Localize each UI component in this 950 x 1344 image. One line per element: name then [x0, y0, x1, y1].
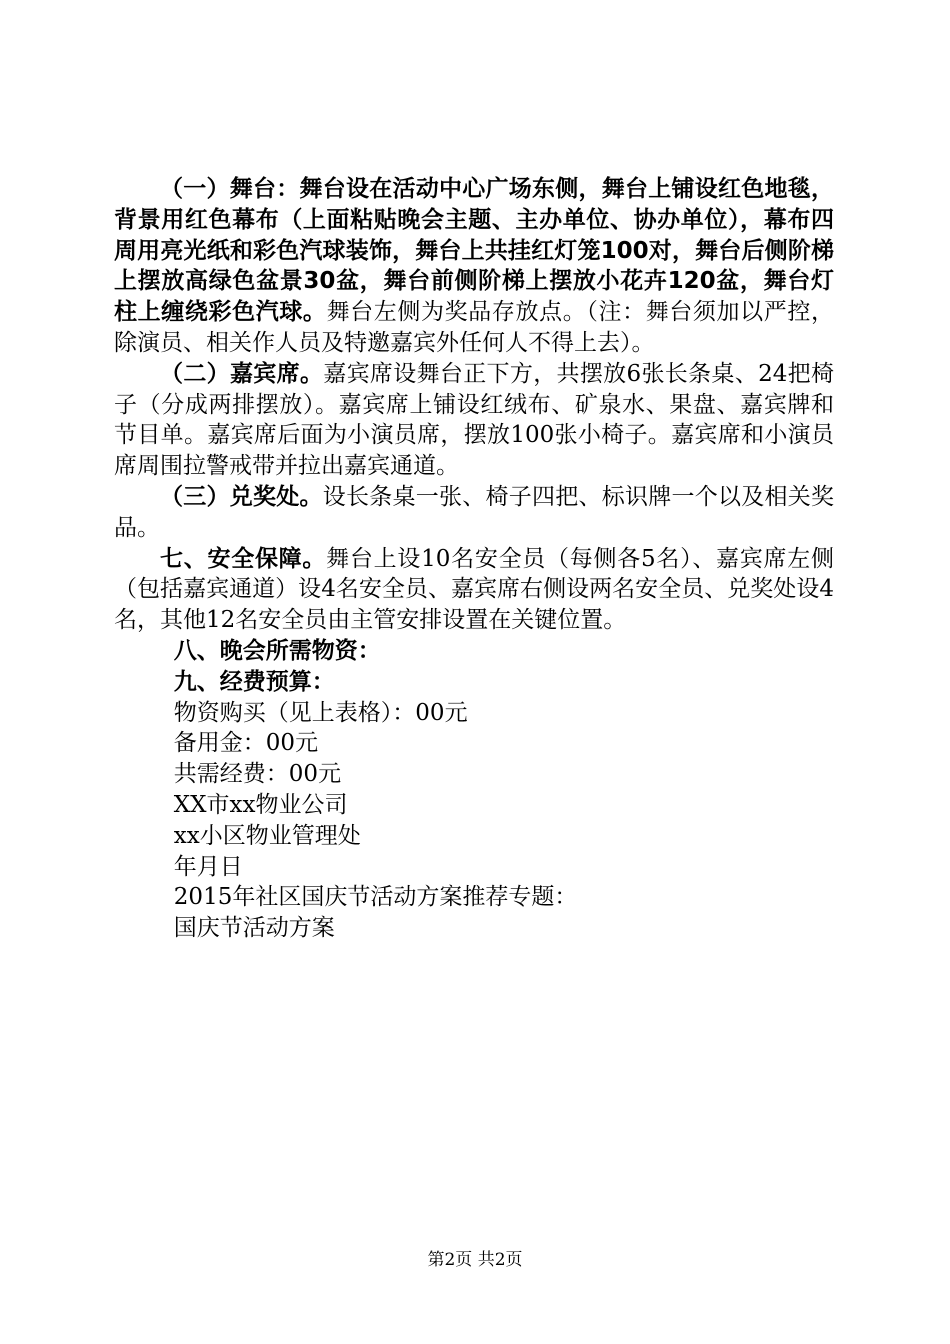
line-date: 年月日 — [173, 853, 243, 880]
line-topic: 国庆节活动方案 — [173, 915, 335, 942]
heading-guest: （二）嘉宾席。 — [160, 360, 324, 387]
line-reserve: 备用金：00元 — [173, 730, 319, 757]
heading-prize: （三）兑奖处。 — [160, 483, 323, 510]
paragraph-prize — [114, 482, 834, 544]
heading-security: 七、安全保障。 — [160, 545, 327, 572]
line-purchase: 物资购买（见上表格）：00元 — [173, 699, 468, 726]
heading-materials: 八、晚会所需物资： — [173, 637, 381, 664]
document-body — [114, 174, 834, 944]
text-guest-body: 嘉宾席设舞台正下方，共摆放6张长条桌、24把椅子（分成两排摆放）。嘉宾席上铺设红绒布、矿泉水、果盘、嘉宾牌和节目单。嘉宾席后面为小演员席，摆放100张小椅子。嘉宾席和小演员席周围拉警戒带并拉出嘉宾通道。 — [114, 360, 835, 480]
line-total: 共需经费：00元 — [173, 761, 342, 788]
paragraph-stage — [114, 174, 834, 359]
text-stage-note: 舞台左侧为奖品存放点。（注：舞台须加以严控，除演员、相关作人员及特邀嘉宾外任何人不得上去）。 — [114, 299, 835, 356]
text-stage-body: 舞台设在活动中心广场东侧，舞台上铺设红色地毯，背景用红色幕布（上面粘贴晚会主题、主办单位、协办单位），幕布四周用亮光纸和彩色汽球装饰，舞台上共挂红灯笼100对，舞台后侧阶梯上摆放高绿色盆景30盆，舞台前侧阶梯上摆放小花卉120盆，舞台灯柱上缠绕彩色汽球。 — [114, 176, 834, 326]
text-prize-body: 设长条桌一张、椅子四把、标识牌一个以及相关奖品。 — [114, 483, 834, 541]
text-security-body: 舞台上设10名安全员（每侧各5名）、嘉宾席左侧（包括嘉宾通道）设4名安全员、嘉宾席右侧设两名安全员、兑奖处设4名，其他12名安全员由主管安排设置在关键位置。 — [114, 545, 835, 634]
line-recommend: 2015年社区国庆节活动方案推荐专题： — [173, 884, 578, 911]
line-office: xx小区物业管理处 — [173, 822, 361, 849]
paragraph-guest — [114, 359, 834, 482]
heading-budget: 九、经费预算： — [173, 668, 335, 695]
page-footer — [0, 1245, 950, 1270]
paragraph-security — [114, 544, 834, 636]
heading-stage: （一）舞台： — [160, 176, 300, 202]
line-company: XX市xx物业公司 — [173, 791, 348, 818]
page-number-label: 第2页 共2页 — [427, 1250, 523, 1270]
